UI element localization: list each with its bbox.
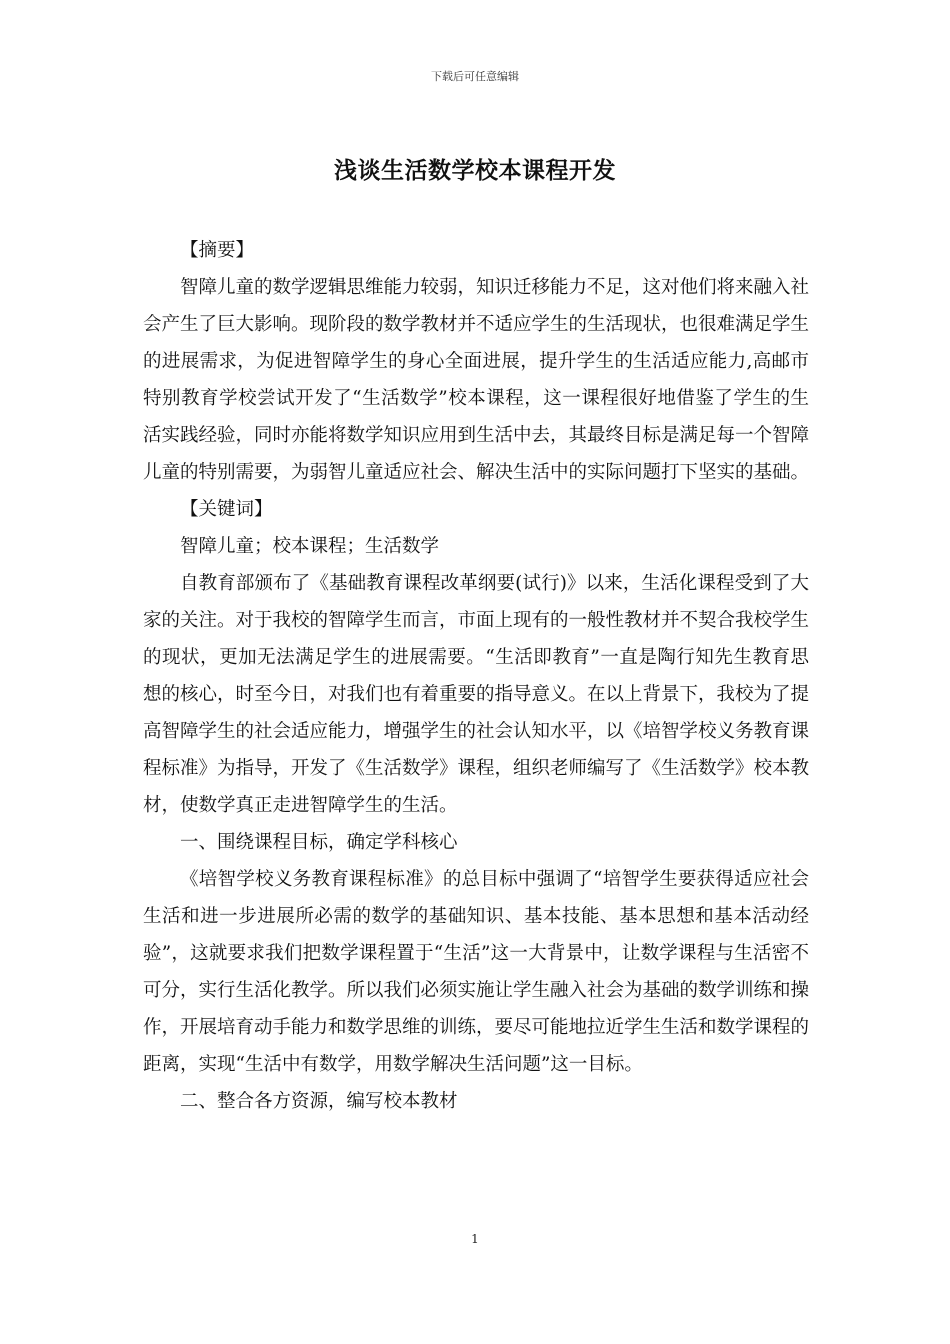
- page-number: 1: [471, 1232, 479, 1246]
- section-heading-2: 二、整合各方资源，编写校本教材: [180, 1091, 458, 1112]
- abstract-heading: 【摘要】: [180, 240, 255, 261]
- intro-paragraph: 自教育部颁布了《基础教育课程改革纲要(试行)》以来，生活化课程受到了大家的关注。对于我校的智障学生而言，市面上现有的一般性教材并不契合我校学生的现状，更加无法满足学生的进展需要。“生活即教育”一直是陶行知先生教育思想的核心，时至今日，对我们也有着重要的指导意义。在以上背景下，我校为了提高智障学生的社会适应能力，增强学生的社会认知水平，以《培智学校义务教育课程标准》为指导，开发了《生活数学》课程，组织老师编写了《生活数学》校本教材，使数学真正走进智障学生的生活。: [143, 573, 810, 816]
- document-title: 浅谈生活数学校本课程开发: [334, 157, 616, 184]
- abstract-paragraph: 智障儿童的数学逻辑思维能力较弱，知识迁移能力不足，这对他们将来融入社会产生了巨大影响。现阶段的数学教材并不适应学生的生活现状，也很难满足学生的进展需求，为促进智障学生的身心全面进展，提升学生的生活适应能力,高邮市特别教育学校尝试开发了“生活数学”校本课程，这一课程很好地借鉴了学生的生活实践经验，同时亦能将数学知识应用到生活中去，其最终目标是满足每一个智障儿童的特别需要，为弱智儿童适应社会、解决生活中的实际问题打下坚实的基础。: [143, 277, 810, 483]
- document-body: [143, 232, 809, 1120]
- keywords-heading: 【关键词】: [180, 499, 273, 520]
- section-1-paragraph: 《培智学校义务教育课程标准》的总目标中强调了“培智学生要获得适应社会生活和进一步进展所必需的数学的基础知识、基本技能、基本思想和基本活动经验”，这就要求我们把数学课程置于“生活”这一大背景中，让数学课程与生活密不可分，实行生活化教学。所以我们必须实施让学生融入社会为基础的数学训练和操作，开展培育动手能力和数学思维的训练，要尽可能地拉近学生生活和数学课程的距离，实现“生活中有数学，用数学解决生活问题”这一目标。: [143, 869, 810, 1075]
- page-header: 下载后可任意编辑: [431, 70, 519, 83]
- keywords-paragraph: 智障儿童；校本课程；生活数学: [180, 536, 440, 557]
- section-heading-1: 一、围绕课程目标，确定学科核心: [180, 832, 458, 853]
